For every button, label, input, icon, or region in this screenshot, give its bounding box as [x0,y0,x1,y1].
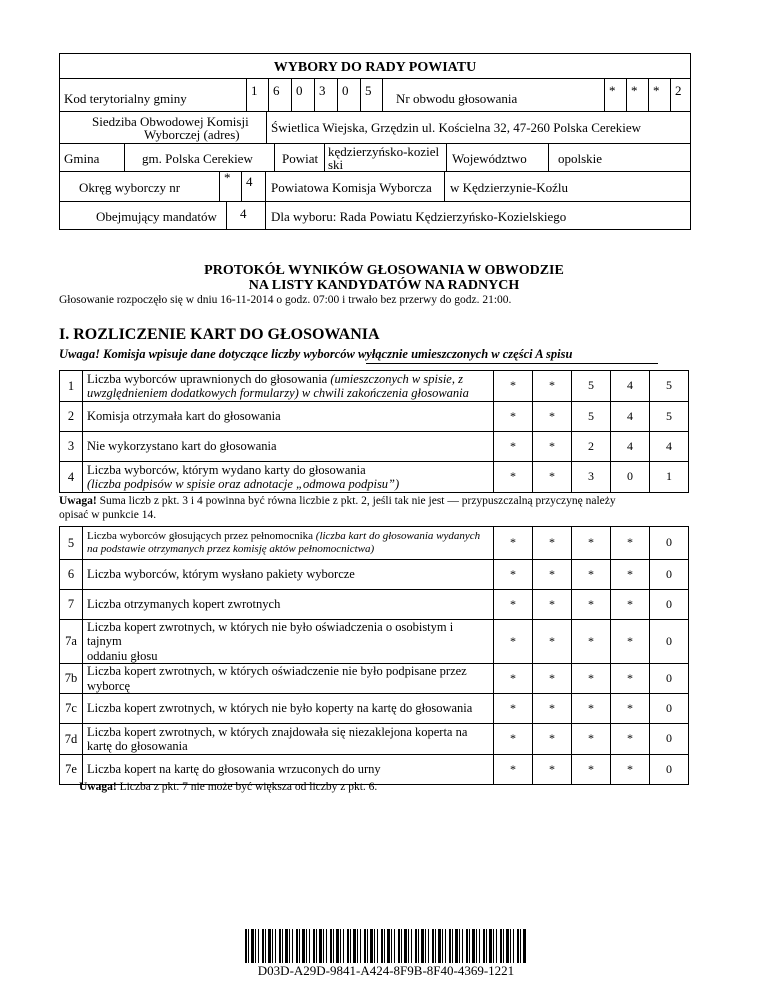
protocol-title-1: PROTOKÓŁ WYNIKÓW GŁOSOWANIA W OBWODZIE [204,263,564,278]
digit-cell: 0 [650,664,689,694]
digit-cell: * [611,694,650,724]
pkw-label: Powiatowa Komisja Wyborcza [271,180,432,195]
digit-cell: * [494,724,533,755]
row-description: Liczba kopert zwrotnych, w których znajdowała się niezaklejona koperta na kartę do głosowania [83,724,494,755]
count-row [60,402,689,432]
digit-cell: * [494,620,533,664]
digit-cell: 6 [273,83,280,98]
form-title: WYBORY DO RADY POWIATU [273,60,477,75]
digit-cell: 0 [650,724,689,755]
digit-cell: * [533,432,572,462]
row-description: Liczba kopert zwrotnych, w których oświadczenie nie było podpisane przez wyborcę [83,664,494,694]
row-description: Liczba wyborców, którym wydano karty do głosowania (liczba podpisów w spisie oraz adnotacje „odmowa podpisu”) [83,462,494,493]
digit-cell: 5 [572,402,611,432]
digit-cell: 1 [650,462,689,493]
digit-cell: 0 [650,527,689,560]
digit-cell: * [533,694,572,724]
count-row [60,620,689,664]
digit-cell: * [494,755,533,785]
row-number: 3 [60,432,83,462]
protocol-title-2: NA LISTY KANDYDATÓW NA RADNYCH [248,278,520,293]
powiat-value-2: ski [328,157,344,172]
gmina-value: gm. Polska Cerekiew [142,151,253,166]
row-description: Liczba wyborców, którym wysłano pakiety wyborcze [83,560,494,590]
uwaga-sum-2: opisać w punkcie 14. [59,509,157,521]
row-description: Liczba wyborców uprawnionych do głosowania (umieszczonych w spisie, z uwzględnieniem dodatkowych formularzy) w chwili zakończenia głosowania [83,371,494,402]
digit-cell: * [533,755,572,785]
digit-cell: * [572,664,611,694]
count-row [60,694,689,724]
barcode-text: D03D-A29D-9841-A424-8F9B-8F40-4369-1221 [257,963,515,978]
digit-cell: 0 [296,83,303,98]
digit-cell: * [609,83,616,98]
digit-cell: * [494,462,533,493]
powiat-value-1: kędzierzyńsko-koziel [328,144,440,159]
digit-cell: 4 [611,371,650,402]
siedziba-label-2: Wyborczej (adres) [144,127,240,142]
digit-cell: 0 [650,590,689,620]
siedziba-value: Świetlica Wiejska, Grzędzin ul. Kościelna 32, 47-260 Polska Cerekiew [271,120,642,135]
digit-cell: 3 [319,83,326,98]
row-description: Liczba kopert na kartę do głosowania wrzuconych do urny [83,755,494,785]
digit-cell: * [533,371,572,402]
digit-cell: 0 [650,694,689,724]
digit-cell: * [494,590,533,620]
digit-cell: 0 [650,755,689,785]
digit-cell: 4 [611,432,650,462]
obwod-label: Nr obwodu głosowania [396,91,518,106]
digit-cell: * [533,620,572,664]
digit-cell: * [572,620,611,664]
digit-cell: 3 [572,462,611,493]
digit-cell: * [494,694,533,724]
count-row [60,527,689,560]
digit-cell: 2 [572,432,611,462]
digit-cell: * [611,664,650,694]
row-description: Liczba kopert zwrotnych, w których nie było oświadczenia o osobistym i tajnym oddaniu głosu [83,620,494,664]
woj-value: opolskie [558,151,603,166]
digit-cell: * [494,527,533,560]
uwaga-koperty: Uwaga! Liczba z pkt. 7 nie może być większa od liczby z pkt. 6. [79,781,378,793]
row-description: Liczba wyborców głosujących przez pełnomocnika (liczba kart do głosowania wydanych na podstawie otrzymanych przez komisję aktów pełnomocnictwa) [83,527,494,560]
okreg-label: Okręg wyborczy nr [79,180,181,195]
digit-cell: 5 [650,371,689,402]
protocol-intro: Głosowanie rozpoczęło się w dniu 16-11-2014 o godz. 07:00 i trwało bez przerwy do godz. 21:00. [59,294,512,306]
mandaty-label: Obejmujący mandatów [96,209,217,224]
digit-cell: * [611,527,650,560]
count-row [60,664,689,694]
row-number: 2 [60,402,83,432]
digit-cell: * [611,590,650,620]
digit-cell: 4 [650,432,689,462]
digit-cell: * [611,724,650,755]
digit-cell: 2 [675,83,682,98]
row-description: Nie wykorzystano kart do głosowania [83,432,494,462]
digit-cell: 5 [572,371,611,402]
row-description: Liczba otrzymanych kopert zwrotnych [83,590,494,620]
dla-wyboru: Dla wyboru: Rada Powiatu Kędzierzyńsko-Kozielskiego [271,209,567,224]
digit-cell: 5 [650,402,689,432]
digit-cell: * [631,83,638,98]
powiat-label: Powiat [282,151,319,166]
row-number: 7c [60,694,83,724]
count-row [60,462,689,493]
digit-cell: 0 [650,620,689,664]
row-number: 4 [60,462,83,493]
digit-cell: * [494,560,533,590]
digit-cell: * [494,432,533,462]
row-number: 7e [60,755,83,785]
gmina-label: Gmina [64,151,100,166]
digit-cell: * [224,170,231,185]
digit-cell: 0 [650,560,689,590]
digit-cell: * [533,664,572,694]
digit-cell: 0 [342,83,349,98]
count-row [60,724,689,755]
siedziba-label-1: Siedziba Obwodowej Komisji [92,114,249,129]
digit-cell: * [572,560,611,590]
mandaty-value: 4 [240,206,247,221]
digit-cell: * [572,755,611,785]
digit-cell: * [533,402,572,432]
row-description: Liczba kopert zwrotnych, w których nie było koperty na kartę do głosowania [83,694,494,724]
pkw-value: w Kędzierzynie-Koźlu [450,180,569,195]
section1-heading: I. ROZLICZENIE KART DO GŁOSOWANIA [59,326,380,343]
digit-cell: 5 [365,83,372,98]
row-number: 7d [60,724,83,755]
digit-cell: * [611,620,650,664]
digit-cell: * [533,560,572,590]
section1-note: Uwaga! Komisja wpisuje dane dotyczące liczby wyborców wyłącznie umieszczonych w części A spisu [59,347,573,361]
digit-cell: * [611,755,650,785]
digit-cell: 4 [611,402,650,432]
digit-cell: * [572,527,611,560]
digit-cell: * [572,590,611,620]
row-number: 5 [60,527,83,560]
count-row [60,371,689,402]
woj-label: Województwo [452,151,527,166]
row-number: 7a [60,620,83,664]
digit-cell: * [533,590,572,620]
digit-cell: * [611,560,650,590]
digit-cell: 1 [251,83,258,98]
counts-table-b [59,526,689,785]
uwaga-sum: Uwaga! Suma liczb z pkt. 3 i 4 powinna być równa liczbie z pkt. 2, jeśli tak nie jest — przypuszczalną przyczynę należy [59,495,616,507]
digit-cell: * [494,402,533,432]
count-row [60,590,689,620]
count-row [60,560,689,590]
count-row [60,432,689,462]
row-number: 1 [60,371,83,402]
digit-cell: * [653,83,660,98]
digit-cell: * [494,371,533,402]
digit-cell: 4 [246,174,253,189]
digit-cell: * [572,694,611,724]
digit-cell: * [533,527,572,560]
counts-table-a [59,370,689,493]
barcode [245,929,527,963]
digit-cell: 0 [611,462,650,493]
row-description: Komisja otrzymała kart do głosowania [83,402,494,432]
row-number: 7b [60,664,83,694]
kod-label: Kod terytorialny gminy [64,91,187,106]
digit-cell: * [533,462,572,493]
row-number: 6 [60,560,83,590]
digit-cell: * [494,664,533,694]
row-number: 7 [60,590,83,620]
digit-cell: * [572,724,611,755]
digit-cell: * [533,724,572,755]
